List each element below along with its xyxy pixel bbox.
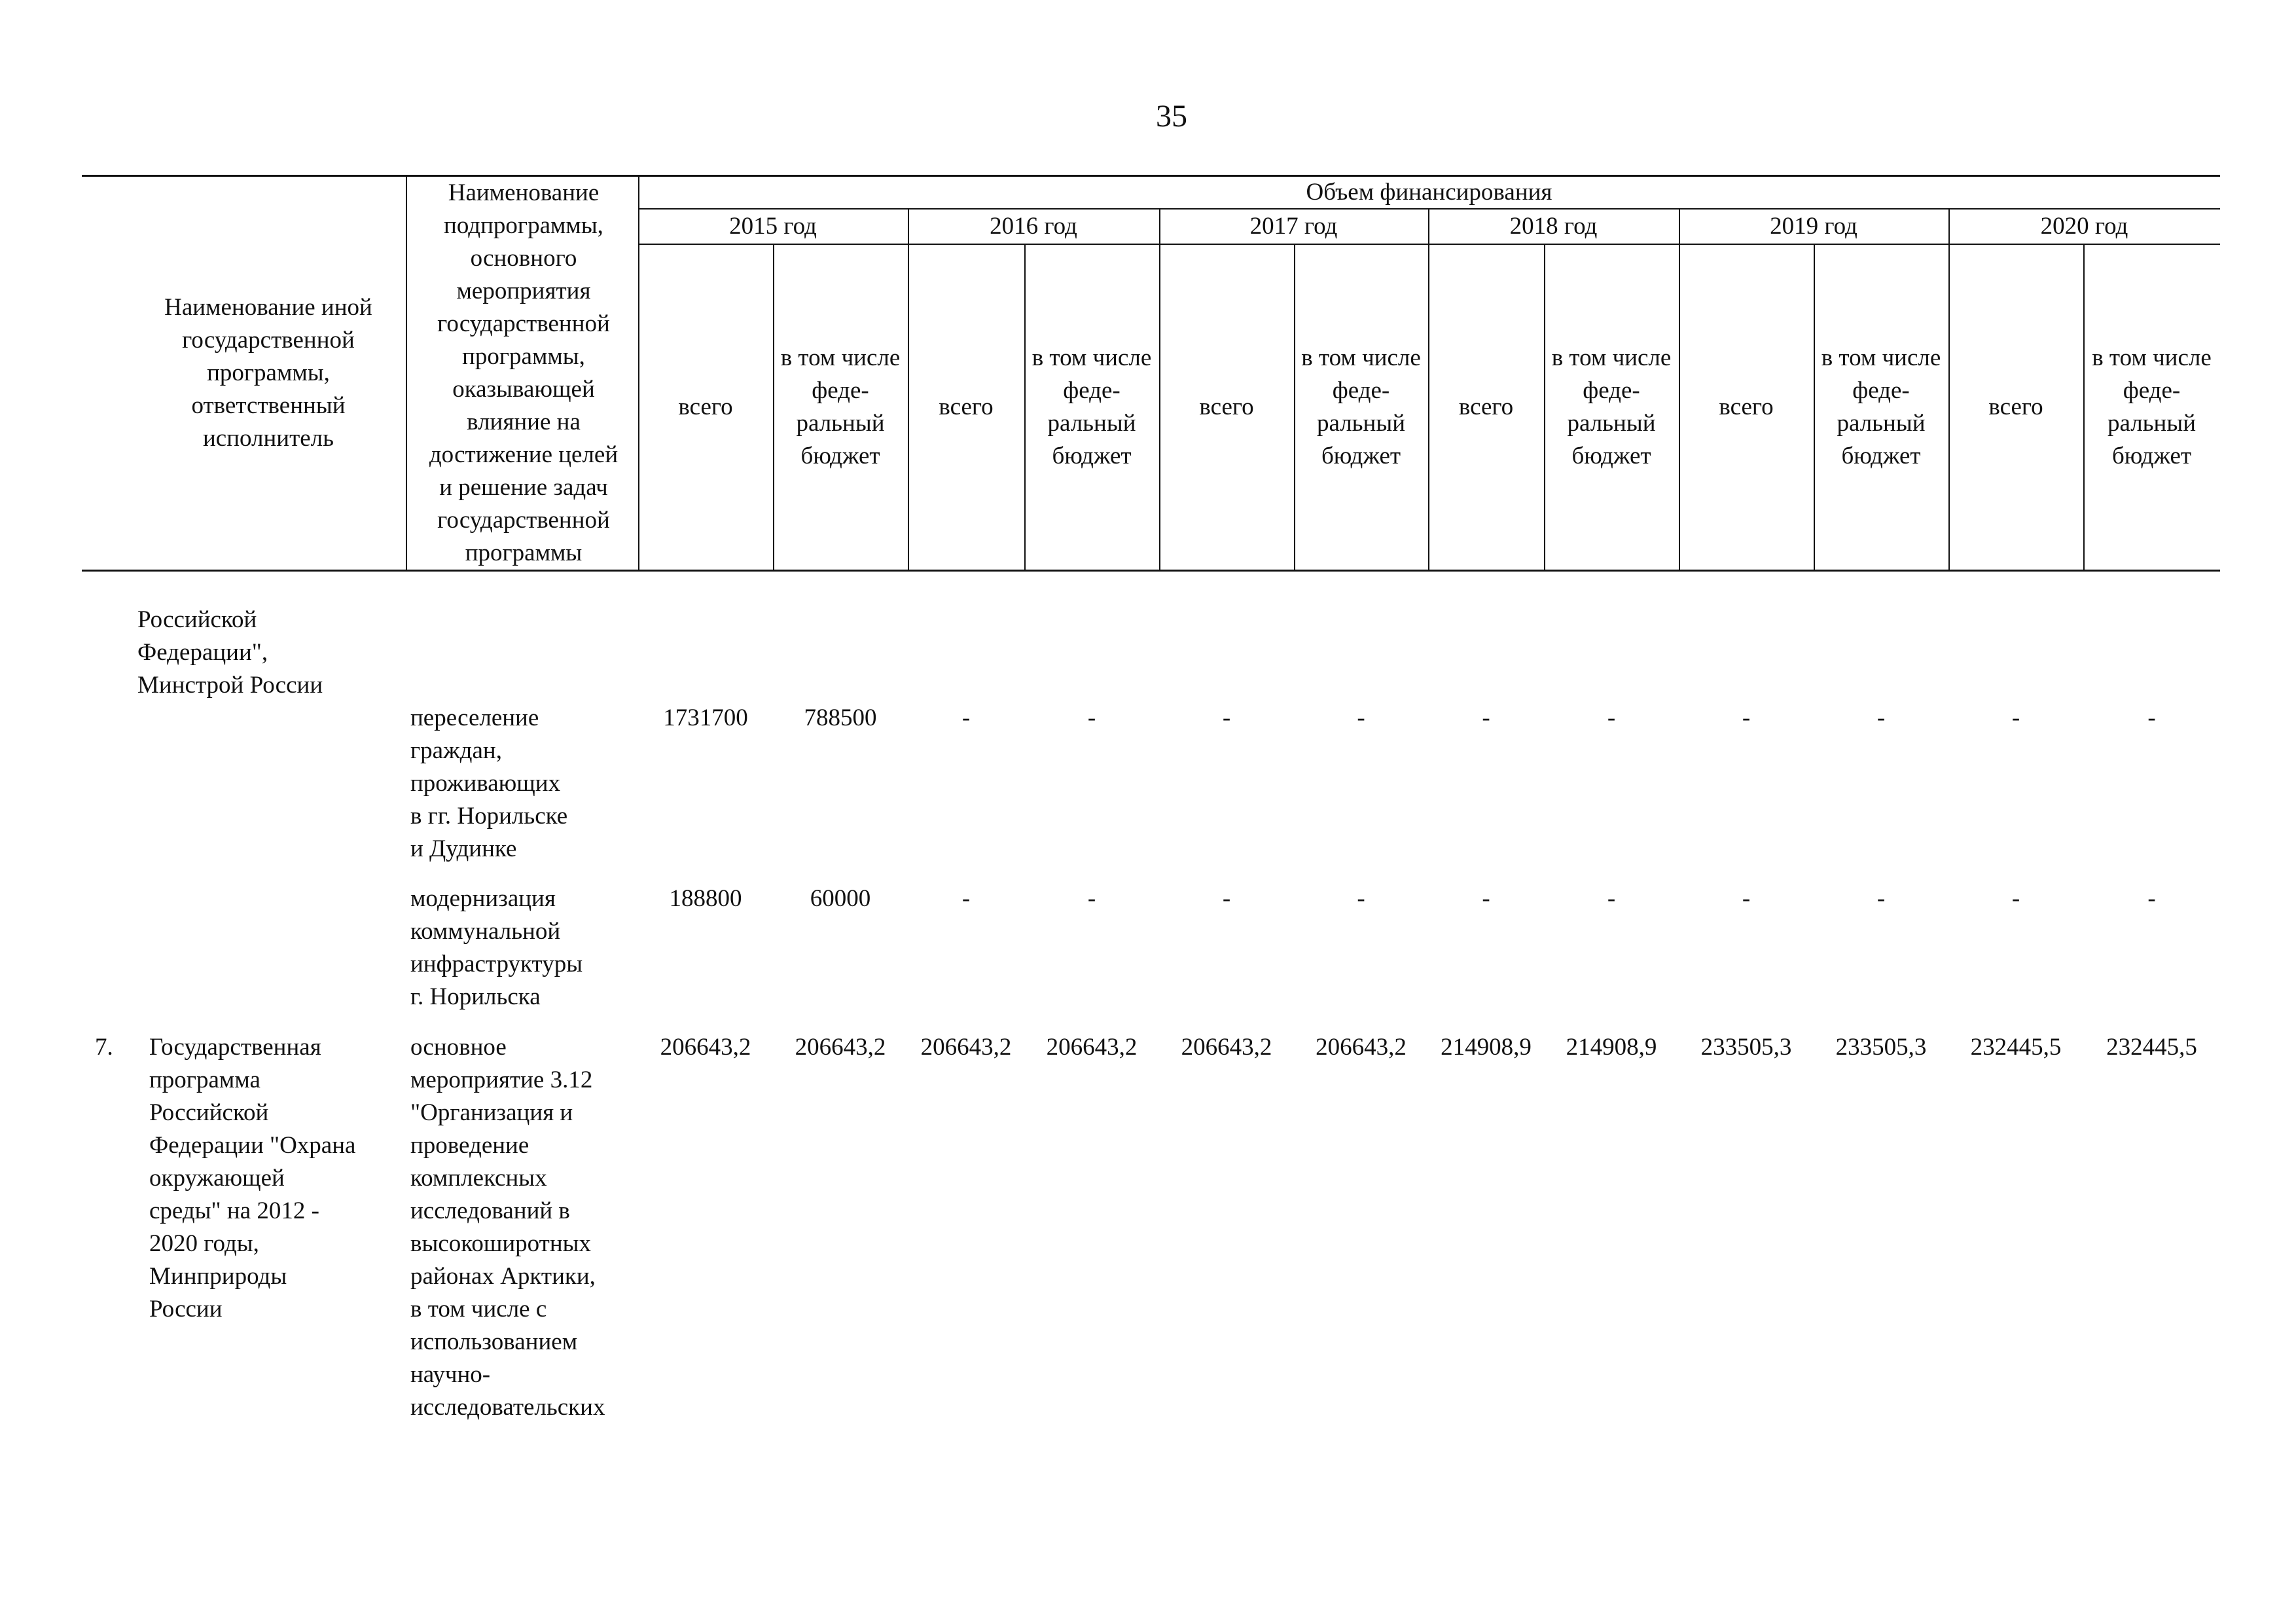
header-year-2019: 2019 год [1770, 213, 1857, 240]
value-cell: 233505,3 [1700, 1034, 1792, 1061]
header-total-2019: всего [1719, 393, 1774, 420]
header-federal-2015: в том числе феде- ральный бюджет [780, 344, 901, 469]
value-cell: - [1222, 885, 1231, 912]
value-cell: - [2011, 885, 2020, 912]
value-cell: 206643,2 [920, 1034, 1012, 1061]
value-cell: 233505,3 [1835, 1034, 1927, 1061]
value-cell: 206643,2 [1181, 1034, 1272, 1061]
value-cell: 788500 [804, 704, 877, 731]
value-cell: - [1742, 885, 1751, 912]
value-cell: 214908,9 [1566, 1034, 1657, 1061]
header-federal-2016: в том числе феде- ральный бюджет [1031, 344, 1152, 469]
page-number: 35 [1156, 99, 1187, 134]
header-federal-2018: в том числе феде- ральный бюджет [1551, 344, 1672, 469]
value-cell: - [1876, 704, 1886, 731]
header-year-2020: 2020 год [2040, 213, 2128, 240]
header-federal-2020: в том числе феде- ральный бюджет [2092, 344, 2212, 469]
header-total-2020: всего [1988, 393, 2043, 420]
value-cell: 214908,9 [1441, 1034, 1532, 1061]
row-number-cell: 7. [95, 1034, 113, 1061]
header-total-2015: всего [678, 393, 733, 420]
value-cell: 232445,5 [2106, 1034, 2197, 1061]
value-cell: - [1087, 704, 1096, 731]
value-cell: 206643,2 [1046, 1034, 1138, 1061]
value-cell: 1731700 [663, 704, 748, 731]
header-federal-2019: в том числе феде- ральный бюджет [1821, 344, 1941, 469]
value-cell: - [1357, 704, 1365, 731]
value-cell: 206643,2 [660, 1034, 751, 1061]
value-cell: 232445,5 [1970, 1034, 2062, 1061]
value-cell: - [1607, 885, 1616, 912]
subprogram-name-cell: модернизация коммунальной инфраструктуры г. Норильска [410, 885, 583, 1010]
header-subprogram-column: Наименование подпрограммы, основного мероприятия государственной программы, оказывающей влияние на достижение целей и решение задач государственной программы [429, 179, 619, 566]
value-cell: - [961, 704, 971, 731]
value-cell: - [1482, 704, 1490, 731]
value-cell: - [1607, 704, 1616, 731]
header-year-2015: 2015 год [729, 213, 817, 240]
value-cell: 206643,2 [795, 1034, 886, 1061]
header-year-2018: 2018 год [1509, 213, 1598, 240]
header-funding-title: Объем финансирования [1306, 179, 1552, 206]
value-cell: - [1742, 704, 1751, 731]
value-cell: 188800 [669, 885, 742, 912]
subprogram-name-cell: основное мероприятие 3.12 "Организация и проведение комплексных исследований в высокоширотных районах Арктики, в том числе с использованием научно- исследовательских [410, 1034, 605, 1421]
header-total-2018: всего [1458, 393, 1514, 420]
value-cell: - [2147, 704, 2156, 731]
header-program-column: Наименование иной государственной программы, ответственный исполнитель [164, 294, 372, 452]
value-cell: - [961, 885, 971, 912]
header-year-2017: 2017 год [1249, 213, 1338, 240]
value-cell: - [2011, 704, 2020, 731]
header-federal-2017: в том числе феде- ральный бюджет [1301, 344, 1421, 469]
header-bottom-rule [82, 570, 2220, 572]
value-cell: - [1222, 704, 1231, 731]
value-cell: - [1087, 885, 1096, 912]
header-year-2016: 2016 год [990, 213, 1077, 240]
header-total-2016: всего [939, 393, 994, 420]
value-cell: - [1482, 885, 1490, 912]
value-cell: - [1357, 885, 1365, 912]
value-cell: - [2147, 885, 2156, 912]
subprogram-name-cell: переселение граждан, проживающих в гг. Норильске и Дудинке [410, 704, 568, 862]
program-name-cell: Государственная программа Российской Федерации "Охрана окружающей среды" на 2012 - 2020 годы, Минприроды России [149, 1034, 356, 1322]
value-cell: 206643,2 [1316, 1034, 1407, 1061]
value-cell: 60000 [810, 885, 871, 912]
program-name-cell: Российской Федерации", Минстрой России [137, 606, 323, 699]
header-total-2017: всего [1199, 393, 1254, 420]
col-divider [406, 175, 407, 570]
value-cell: - [1876, 885, 1886, 912]
